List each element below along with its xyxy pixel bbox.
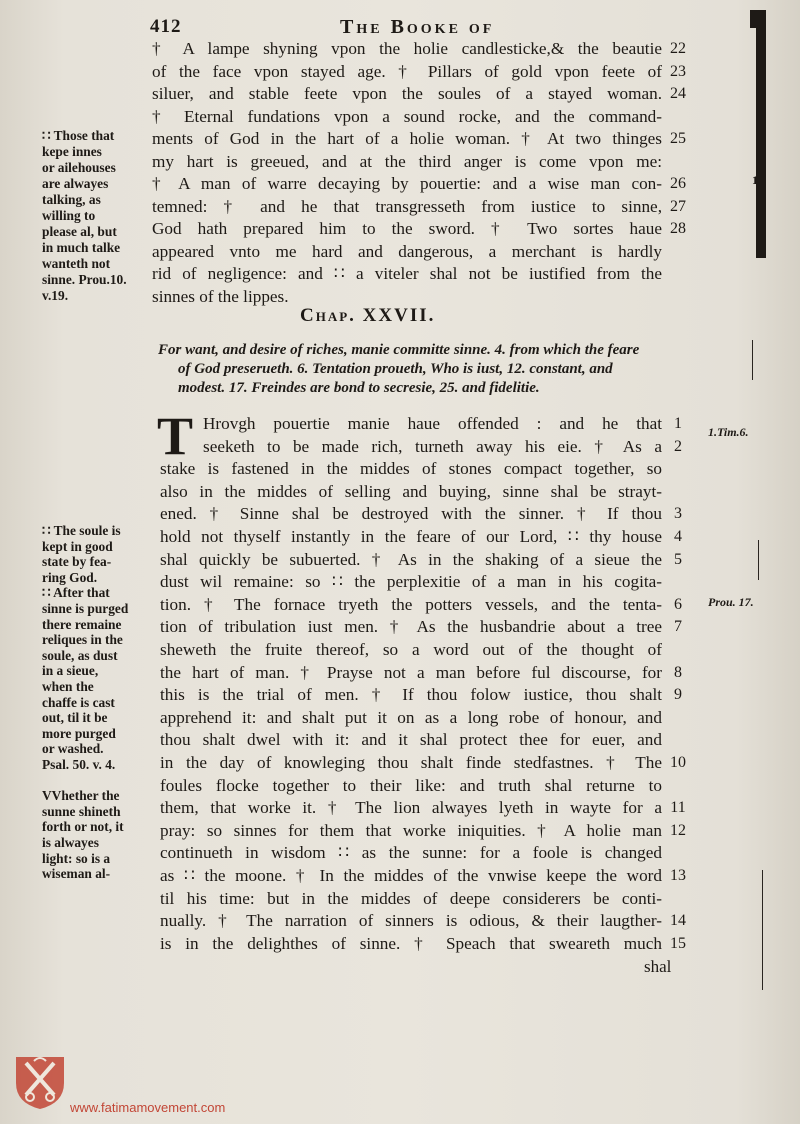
text-line: hold not thyself instantly in the feare of our Lord, ∷ thy house	[160, 527, 662, 546]
verse-number: 14	[670, 912, 686, 930]
margin-note-line: out, til it be	[42, 710, 108, 726]
summary-line: modest. 17. Freindes are bond to secresie, 25. and fidelitie.	[178, 380, 540, 396]
text-line: in the day of knowleging thou shalt finde stedfastnes. † The	[160, 753, 662, 772]
verse-number: 24	[670, 85, 686, 102]
verse-number: 22	[670, 40, 686, 57]
margin-note-line: v.19.	[42, 288, 69, 303]
verse-number: 3	[674, 505, 682, 523]
text-line: seeketh to be made rich, turneth away his eie. † As a	[203, 436, 662, 456]
text-line: God hath prepared him to the sword. † Two sortes haue	[152, 219, 662, 238]
margin-note-line: or washed.	[42, 741, 104, 757]
margin-rule	[752, 340, 753, 380]
text-line: my hart is greeued, and at the third anger is come vpon me:	[152, 151, 662, 171]
text-line: † A lampe shyning vpon the holie candlesticke,& the beautie	[152, 39, 662, 58]
summary-line: of God preserueth. 6. Tentation proueth, Who is iust, 12. constant, and	[178, 361, 613, 377]
drop-cap: T	[157, 406, 194, 466]
verse-number: 25	[670, 130, 686, 147]
text-line: them, that worke it. † The lion alwayes lyeth in wayte for a	[160, 798, 662, 818]
margin-note-line: sinne is purged	[42, 601, 129, 616]
text-line: as ∷ the moone. † In the middes of the vnwise keepe the word	[160, 866, 662, 885]
margin-note-line: VVhether the	[42, 788, 120, 804]
verse-number: 23	[670, 62, 686, 80]
verse-number: 28	[670, 220, 686, 237]
margin-note-line: please al, but	[42, 224, 117, 239]
text-line: continueth in wisdom ∷ as the sunne: for a foole is changed	[160, 843, 662, 863]
margin-note-line: in a sieue,	[42, 663, 99, 679]
verse-number: 6	[674, 595, 682, 613]
margin-note-line: forth or not, it	[42, 819, 124, 835]
verse-number: 2	[674, 437, 682, 455]
margin-note-line: willing to	[42, 208, 96, 223]
text-line: stake is fastened in the middes of stones compact together, so	[160, 459, 662, 479]
text-line: ments of God in the hart of a holie woman. † At two thinges	[152, 129, 662, 148]
verse-number: 12	[670, 821, 686, 839]
text-line: apprehend it: and shalt put it on as a long robe of honour, and	[160, 707, 662, 727]
margin-note-line: reliques in the	[42, 632, 123, 648]
margin-note-line: wiseman al-	[42, 866, 111, 882]
margin-note-line: sunne shineth	[42, 803, 121, 819]
right-note-tim: 1.Tim.6.	[708, 425, 749, 439]
text-line: † Eternal fundations vpon a sound rocke, and the command-	[152, 106, 662, 126]
margin-note-line: ∷ Those that	[42, 128, 115, 143]
margin-note-line: are alwayes	[42, 176, 109, 191]
chapter-heading: Chap. XXVII.	[300, 305, 436, 326]
text-line: pray: so sinnes for them that worke iniquities. † A holie man	[160, 820, 662, 840]
margin-note-line: talking, as	[42, 192, 101, 207]
margin-note-line: ring God.	[42, 569, 98, 585]
margin-note-line: is alwayes	[42, 835, 99, 850]
catchword: shal	[644, 957, 672, 977]
text-line: thou shalt dwel with it: and it shal protect thee for euer, and	[160, 730, 662, 750]
text-line: siluer, and stable feete vpon the soules of a stayed woman.	[152, 84, 662, 103]
text-line: is in the delighthes of sinne. † Speach that sweareth much	[160, 933, 662, 953]
verse-number: 13	[670, 867, 686, 884]
verse-number: 7	[674, 618, 682, 636]
verse-number: 27	[670, 197, 686, 215]
website-link[interactable]: www.fatimamovement.com	[70, 1100, 226, 1115]
margin-note-line: when the	[42, 679, 94, 694]
papal-emblem-icon	[12, 1053, 68, 1111]
margin-note-line: there remaine	[42, 616, 122, 632]
margin-note-line: sinne. Prou.10.	[42, 272, 127, 287]
text-line: sheweth the fruite thereof, so a word out of the thought of	[160, 640, 662, 659]
text-line: til his time: but in the middes of deepe considerers be conti-	[160, 888, 662, 908]
margin-rule	[758, 540, 759, 580]
text-line: rid of negligence: and ∷ a viteler shal not be iustified from the	[152, 264, 662, 283]
text-line: of the face vpon stayed age. † Pillars of gold vpon feete of	[152, 61, 662, 81]
running-title: The Booke of	[340, 16, 495, 38]
verse-number: 15	[670, 934, 686, 952]
margin-note-line: Psal. 50. v. 4.	[42, 757, 116, 772]
text-line: sinnes of the lippes.	[152, 286, 289, 306]
margin-rule	[762, 870, 763, 990]
text-line: ened. † Sinne shal be destroyed with the sinner. † If thou	[160, 504, 662, 524]
text-line: tion of tribulation iust men. † As the husbandrie about a tree	[160, 617, 662, 637]
verse-number: 9	[674, 686, 682, 704]
text-line: shal quickly be subuerted. † As in the shaking of a sieue the	[160, 549, 662, 569]
text-line: nually. † The narration of sinners is odious, & their laugther-	[160, 911, 662, 931]
text-line: tion. † The fornace tryeth the potters vessels, and the tenta-	[160, 594, 662, 614]
text-line: Hrovgh pouertie manie haue offended : and he that	[203, 414, 662, 433]
right-note-prou: Prou. 17.	[708, 595, 754, 609]
verse-number: 8	[674, 663, 682, 681]
margin-note-line: chaffe is cast	[42, 694, 115, 710]
text-line: this is the trial of men. † If thou folow iustice, thou shalt	[160, 685, 662, 705]
text-line: foules flocke together to their like: and truth shal returne to	[160, 775, 662, 795]
verse-number: 26	[670, 175, 686, 192]
margin-note-line: more purged	[42, 725, 116, 741]
text-line: the hart of man. † Prayse not a man before ful discourse, for	[160, 662, 662, 682]
verse-number: 4	[674, 528, 682, 545]
margin-note-line: soule, as dust	[42, 647, 118, 663]
margin-note-line: kept in good	[42, 538, 113, 554]
text-line: appeared vnto me hard and dangerous, a merchant is hardly	[152, 241, 662, 261]
margin-note-line: wanteth not	[42, 256, 111, 271]
margin-note-line: kepe innes	[42, 144, 102, 159]
verse-number: 10	[670, 754, 686, 771]
right-note-first: 1.	[752, 173, 761, 187]
verse-number: 5	[674, 550, 682, 568]
text-line: † A man of warre decaying by pouertie: and a wise man con-	[152, 174, 662, 193]
margin-note-line: light: so is a	[42, 850, 111, 866]
text-line: dust wil remaine: so ∷ the perplexitie of a man in his cogita-	[160, 572, 662, 592]
margin-note-line: in much talke	[42, 240, 121, 255]
text-line: also in the middes of selling and buying, sinne shal be strayt-	[160, 481, 662, 501]
margin-note-line: or ailehouses	[42, 160, 116, 175]
page-number: 412	[150, 16, 182, 37]
margin-note-line: ∷ After that	[42, 585, 110, 601]
summary-line: For want, and desire of riches, manie committe sinne. 4. from which the feare	[158, 342, 640, 358]
spine-shadow	[748, 10, 768, 260]
margin-note-line: state by fea-	[42, 554, 112, 570]
verse-number: 11	[670, 799, 686, 817]
text-line: temned: † and he that transgresseth from iustice to sinne,	[152, 196, 662, 216]
verse-number: 1	[674, 415, 682, 432]
margin-note-line: ∷ The soule is	[42, 523, 121, 538]
